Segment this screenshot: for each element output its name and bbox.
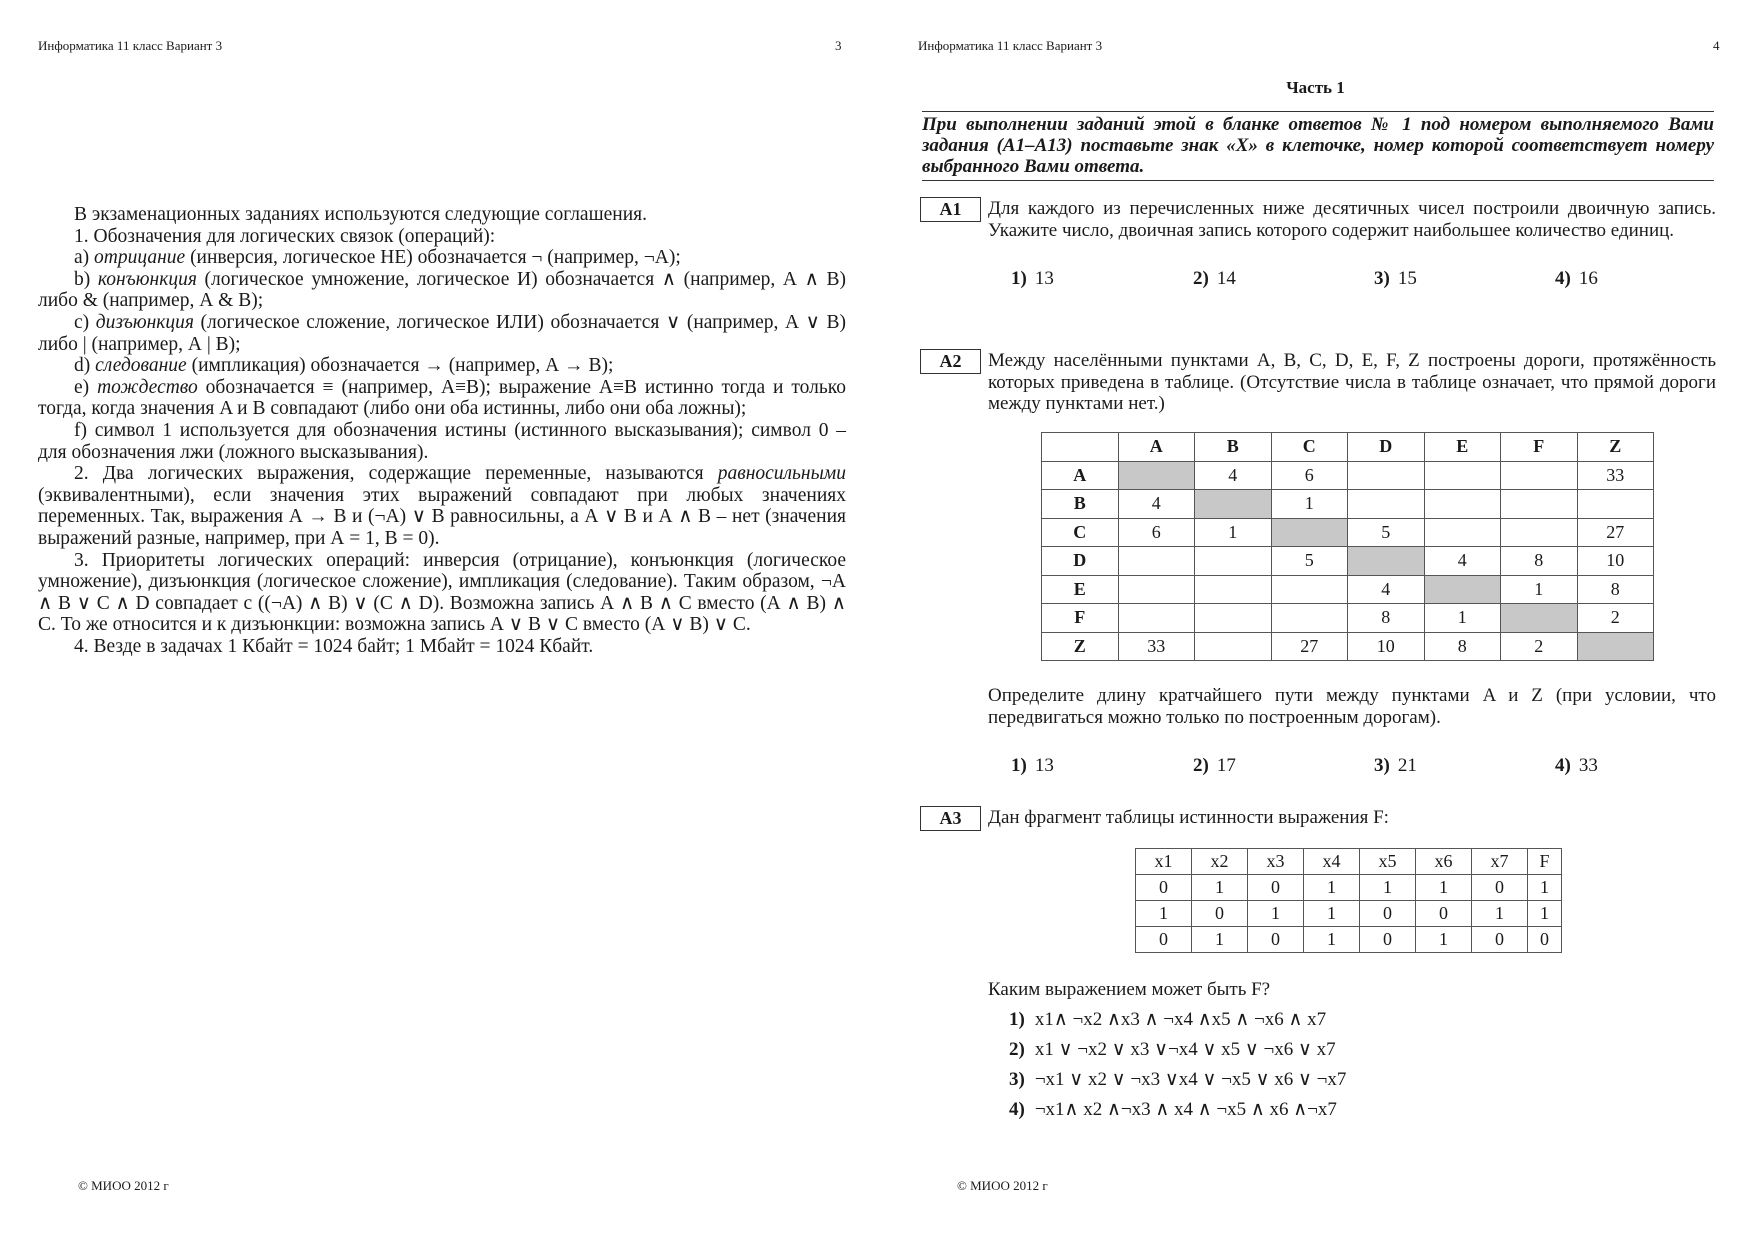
convention-paragraph: e) тождество обозначается ≡ (например, A≡B); выражение A≡B истинно тогда и только тогда, когда значения A и B совпадают (либо они оба истинны, либо они оба ложны);	[38, 376, 846, 420]
distance-cell: 8	[1501, 547, 1578, 576]
page-number: 4	[1713, 38, 1720, 53]
row-header: B	[1042, 490, 1119, 519]
table-row	[1042, 632, 1654, 661]
distance-cell: 4	[1118, 490, 1195, 519]
a2-option-4: 4) 33	[1555, 755, 1598, 776]
truth-cell: 1	[1528, 901, 1562, 927]
truth-cell: 1	[1304, 875, 1360, 901]
truth-cell: 1	[1192, 875, 1248, 901]
column-header: Z	[1577, 433, 1654, 462]
diagonal-cell	[1118, 461, 1195, 490]
truth-cell: 1	[1304, 901, 1360, 927]
row-header: Z	[1042, 632, 1119, 661]
column-header: x1	[1136, 849, 1192, 875]
table-row	[1136, 927, 1562, 953]
distance-cell: 1	[1424, 604, 1501, 633]
distance-cell: 8	[1424, 632, 1501, 661]
distance-cell	[1424, 461, 1501, 490]
distance-cell	[1195, 547, 1272, 576]
truth-cell: 0	[1360, 901, 1416, 927]
distance-cell: 5	[1348, 518, 1425, 547]
truth-cell: 0	[1192, 901, 1248, 927]
truth-cell: 0	[1248, 875, 1304, 901]
distance-cell: 4	[1195, 461, 1272, 490]
truth-table	[1135, 848, 1562, 953]
table-row	[1042, 604, 1654, 633]
distance-cell: 6	[1118, 518, 1195, 547]
distance-cell: 4	[1424, 547, 1501, 576]
convention-paragraph: В экзаменационных заданиях используются следующие соглашения.	[74, 204, 647, 225]
distance-cell	[1424, 490, 1501, 519]
truth-cell: 1	[1360, 875, 1416, 901]
part-title: Часть 1	[1286, 78, 1345, 97]
distance-cell	[1501, 518, 1578, 547]
distance-cell	[1195, 632, 1272, 661]
table-row	[1042, 461, 1654, 490]
truth-cell: 1	[1528, 875, 1562, 901]
distance-cell: 10	[1348, 632, 1425, 661]
distance-cell: 2	[1577, 604, 1654, 633]
task-a3-text: Дан фрагмент таблицы истинности выражения F:	[988, 807, 1389, 828]
table-row	[1042, 547, 1654, 576]
column-header: F	[1501, 433, 1578, 462]
diagonal-cell	[1271, 518, 1348, 547]
row-header: A	[1042, 461, 1119, 490]
diagonal-cell	[1348, 547, 1425, 576]
truth-cell: 1	[1416, 927, 1472, 953]
instruction-text: При выполнении заданий этой в бланке ответов № 1 под номером выполняемого Вами задания (А1–А13) поставьте знак «Х» в клеточке, номер которой соответствует номеру выбранного Вами ответа.	[922, 111, 1714, 181]
distance-cell: 8	[1348, 604, 1425, 633]
convention-paragraph: b) конъюнкция (логическое умножение, логическое И) обозначается ∧ (например, А ∧ В) либо & (например, А & В);	[38, 268, 846, 312]
distance-cell: 33	[1118, 632, 1195, 661]
a1-option-3: 3) 15	[1374, 268, 1417, 289]
page-right	[877, 0, 1754, 1239]
table-row	[1042, 575, 1654, 604]
distance-cell: 27	[1271, 632, 1348, 661]
column-header: C	[1271, 433, 1348, 462]
truth-cell: 0	[1472, 927, 1528, 953]
distance-cell	[1118, 604, 1195, 633]
diagonal-cell	[1577, 632, 1654, 661]
distance-cell	[1195, 575, 1272, 604]
truth-cell: 1	[1192, 927, 1248, 953]
a3-option-4: 4) ¬x1∧ x2 ∧¬x3 ∧ x4 ∧ ¬x5 ∧ x6 ∧¬x7	[1009, 1099, 1337, 1120]
distance-cell: 4	[1348, 575, 1425, 604]
distance-cell	[1271, 575, 1348, 604]
column-header: x4	[1304, 849, 1360, 875]
distance-cell	[1118, 575, 1195, 604]
header-title: Информатика 11 класс Вариант 3	[918, 38, 1103, 53]
table-row	[1042, 490, 1654, 519]
distance-cell: 33	[1577, 461, 1654, 490]
header-title: Информатика 11 класс Вариант 3	[38, 38, 223, 53]
distance-cell: 1	[1271, 490, 1348, 519]
column-header: x2	[1192, 849, 1248, 875]
column-header: B	[1195, 433, 1272, 462]
distance-cell	[1577, 490, 1654, 519]
diagonal-cell	[1424, 575, 1501, 604]
distance-cell	[1118, 547, 1195, 576]
convention-paragraph: 4. Везде в задачах 1 Кбайт = 1024 байт; 1 Мбайт = 1024 Кбайт.	[74, 635, 594, 657]
convention-paragraph: a) отрицание (инверсия, логическое НЕ) обозначается ¬ (например, ¬А);	[74, 247, 681, 269]
truth-cell: 0	[1248, 927, 1304, 953]
column-header: F	[1528, 849, 1562, 875]
page-number: 3	[835, 38, 842, 53]
distance-cell: 8	[1577, 575, 1654, 604]
conventions-text	[38, 204, 846, 657]
distance-cell: 5	[1271, 547, 1348, 576]
diagonal-cell	[1501, 604, 1578, 633]
truth-cell: 1	[1416, 875, 1472, 901]
row-header: C	[1042, 518, 1119, 547]
footer-copyright: © МИОО 2012 г	[78, 1178, 169, 1193]
distance-cell: 10	[1577, 547, 1654, 576]
distance-cell: 27	[1577, 518, 1654, 547]
table-row	[1136, 875, 1562, 901]
table-header-row	[1136, 849, 1562, 875]
a3-option-1: 1) x1∧ ¬x2 ∧x3 ∧ ¬x4 ∧x5 ∧ ¬x6 ∧ x7	[1009, 1009, 1327, 1030]
column-header: x5	[1360, 849, 1416, 875]
truth-cell: 1	[1472, 901, 1528, 927]
column-header: D	[1348, 433, 1425, 462]
table-header-row	[1042, 433, 1654, 462]
a1-option-1: 1) 13	[1011, 268, 1054, 289]
truth-cell: 0	[1528, 927, 1562, 953]
column-header: x7	[1472, 849, 1528, 875]
distance-cell: 1	[1195, 518, 1272, 547]
task-a2-question: Определите длину кратчайшего пути между пунктами A и Z (при условии, что передвигаться можно только по построенным дорогам).	[988, 685, 1716, 728]
column-header: E	[1424, 433, 1501, 462]
row-header: E	[1042, 575, 1119, 604]
row-header: F	[1042, 604, 1119, 633]
truth-cell: 1	[1248, 901, 1304, 927]
a3-option-2: 2) x1 ∨ ¬x2 ∨ x3 ∨¬x4 ∨ x5 ∨ ¬x6 ∨ x7	[1009, 1039, 1336, 1060]
convention-paragraph: 2. Два логических выражения, содержащие переменные, называются равносильными (эквивалентными), если значения этих выражений совпадают при любых значениях переменных. Так, выражения А → В и (¬А) ∨ В равносильны, а А ∨ В и А ∧ В – нет (значения выражений разные, например, при А = 1, В = 0).	[38, 463, 846, 549]
task-a2-text: Между населёнными пунктами A, B, C, D, E, F, Z построены дороги, протяжённость которых приведена в таблице. (Отсутствие числа в таблице означает, что прямой дороги между пунктами нет.)	[988, 350, 1716, 414]
truth-cell: 1	[1136, 901, 1192, 927]
column-header: A	[1118, 433, 1195, 462]
distance-cell	[1271, 604, 1348, 633]
distance-cell: 2	[1501, 632, 1578, 661]
convention-paragraph: 3. Приоритеты логических операций: инверсия (отрицание), конъюнкция (логическое умножение), дизъюнкция (логическое сложение), импликация (следование). Таким образом, ¬А ∧ В ∨ С ∧ D совпадает с ((¬А) ∧ В) ∨ (С ∧ D). Возможна запись А ∧ В ∧ С вместо (А ∧ В) ∧ С. То же относится и к дизъюнкции: возможна запись А ∨ В ∨ С вместо (А ∨ В) ∨ С.	[38, 549, 846, 636]
a3-option-3: 3) ¬x1 ∨ x2 ∨ ¬x3 ∨x4 ∨ ¬x5 ∨ x6 ∨ ¬x7	[1009, 1069, 1347, 1090]
distance-cell	[1348, 461, 1425, 490]
convention-paragraph: 1. Обозначения для логических связок (операций):	[74, 225, 496, 247]
convention-paragraph: d) следование (импликация) обозначается → (например, А → В);	[74, 355, 614, 377]
task-a3-question: Каким выражением может быть F?	[988, 979, 1271, 1000]
column-header: x6	[1416, 849, 1472, 875]
a1-option-4: 4) 16	[1555, 268, 1598, 289]
distance-cell	[1501, 490, 1578, 519]
truth-cell: 0	[1416, 901, 1472, 927]
table-corner-cell	[1042, 433, 1119, 462]
table-row	[1042, 518, 1654, 547]
distance-table	[1041, 432, 1654, 661]
convention-paragraph: f) символ 1 используется для обозначения истины (истинного высказывания); символ 0 – для обозначения лжи (ложного высказывания).	[38, 419, 846, 463]
diagonal-cell	[1195, 490, 1272, 519]
a2-option-2: 2) 17	[1193, 755, 1236, 776]
distance-cell: 1	[1501, 575, 1578, 604]
distance-cell	[1424, 518, 1501, 547]
task-a1-text: Для каждого из перечисленных ниже десятичных чисел построили двоичную запись. Укажите число, двоичная запись которого содержит наибольшее количество единиц.	[988, 198, 1716, 241]
row-header: D	[1042, 547, 1119, 576]
a2-option-1: 1) 13	[1011, 755, 1054, 776]
truth-cell: 0	[1472, 875, 1528, 901]
truth-cell: 1	[1304, 927, 1360, 953]
truth-cell: 0	[1136, 875, 1192, 901]
task-tag-a2: А2	[920, 349, 981, 374]
a1-option-2: 2) 14	[1193, 268, 1236, 289]
truth-cell: 0	[1360, 927, 1416, 953]
a2-option-3: 3) 21	[1374, 755, 1417, 776]
distance-cell	[1195, 604, 1272, 633]
task-tag-a3: А3	[920, 806, 981, 831]
task-tag-a1: А1	[920, 197, 981, 222]
footer-copyright: © МИОО 2012 г	[957, 1178, 1048, 1193]
convention-paragraph: c) дизъюнкция (логическое сложение, логическое ИЛИ) обозначается ∨ (например, А ∨ В) либо | (например, А | В);	[38, 311, 846, 355]
table-row	[1136, 901, 1562, 927]
distance-cell	[1501, 461, 1578, 490]
truth-cell: 0	[1136, 927, 1192, 953]
distance-cell: 6	[1271, 461, 1348, 490]
distance-cell	[1348, 490, 1425, 519]
column-header: x3	[1248, 849, 1304, 875]
